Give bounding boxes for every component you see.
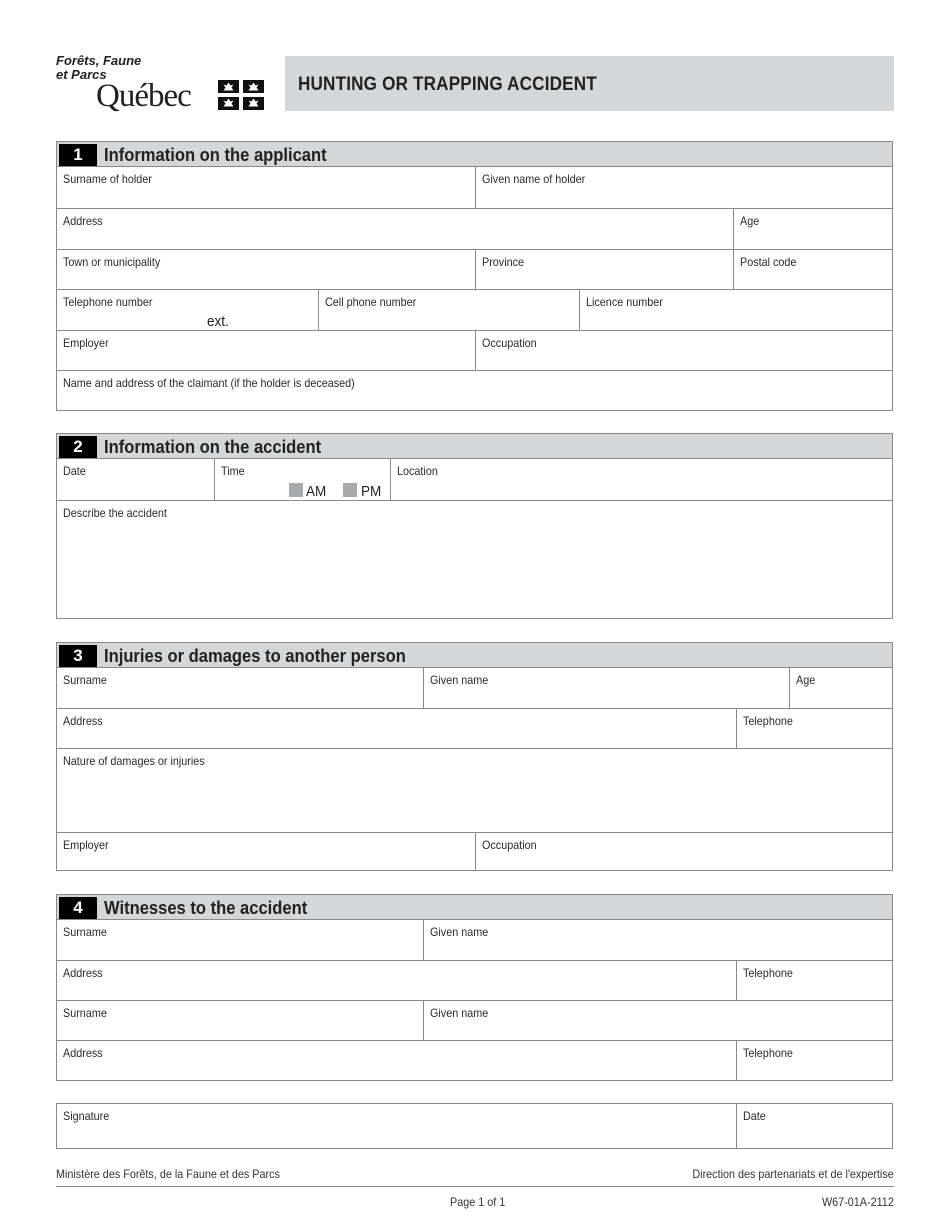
witness1-telephone-field[interactable] <box>736 960 893 1000</box>
section-title: Injuries or damages to another person <box>104 646 406 666</box>
field-label: Given name <box>430 925 489 939</box>
telephone-field[interactable] <box>57 289 318 330</box>
postal-code-field[interactable] <box>733 249 893 289</box>
section-header <box>57 434 892 459</box>
given-name-holder-field[interactable] <box>475 167 893 208</box>
province-field[interactable] <box>475 249 733 289</box>
witness2-address-field[interactable] <box>57 1040 736 1080</box>
section-injuries <box>56 642 893 871</box>
section-header <box>57 142 892 167</box>
section-number: 4 <box>59 897 97 919</box>
location-field[interactable] <box>390 459 893 500</box>
field-label: Address <box>63 714 103 728</box>
field-label: Signature <box>63 1109 110 1123</box>
nature-damages-field[interactable] <box>57 748 893 832</box>
accident-time-field[interactable] <box>214 459 390 500</box>
field-label: Date <box>743 1109 766 1123</box>
section-number: 1 <box>59 144 97 166</box>
section-title: Witnesses to the accident <box>104 898 308 918</box>
field-label: Given name <box>430 1006 489 1020</box>
field-label: Nature of damages or injuries <box>63 754 205 768</box>
section-title: Information on the accident <box>104 437 322 457</box>
quebec-wordmark: Québec <box>96 78 191 114</box>
section-witnesses <box>56 894 893 1081</box>
am-label: AM <box>306 483 327 500</box>
field-label: Surname <box>63 1006 107 1020</box>
pm-label: PM <box>361 483 382 500</box>
section-number: 3 <box>59 645 97 667</box>
injured-given-name-field[interactable] <box>423 668 789 708</box>
pm-checkbox[interactable] <box>343 483 357 497</box>
field-label: Town or municipality <box>63 255 161 269</box>
injured-address-field[interactable] <box>57 708 736 748</box>
describe-accident-field[interactable] <box>57 500 893 618</box>
field-label: Name and address of the claimant (if the holder is deceased) <box>63 376 355 390</box>
claimant-field[interactable] <box>57 370 893 410</box>
field-label: Telephone <box>743 1046 793 1060</box>
surname-holder-field[interactable] <box>57 167 475 208</box>
field-label: Telephone <box>743 714 793 728</box>
section-accident <box>56 433 893 619</box>
quebec-fleurdelise-icon <box>218 80 264 110</box>
field-label: Telephone number <box>63 295 153 309</box>
field-label: Address <box>63 966 103 980</box>
field-label: Occupation <box>482 336 537 350</box>
field-label: Province <box>482 255 525 269</box>
field-label: Date <box>63 464 86 478</box>
field-label: Telephone <box>743 966 793 980</box>
injured-telephone-field[interactable] <box>736 708 893 748</box>
witness1-address-field[interactable] <box>57 960 736 1000</box>
injured-occupation-field[interactable] <box>475 832 893 870</box>
cell-phone-field[interactable] <box>318 289 579 330</box>
signature-field[interactable] <box>57 1104 736 1148</box>
signature-date-field[interactable] <box>736 1104 893 1148</box>
am-checkbox[interactable] <box>289 483 303 497</box>
form-code: W67-01A-2112 <box>822 1195 894 1209</box>
field-label: Employer <box>63 336 109 350</box>
occupation-field[interactable] <box>475 330 893 370</box>
address-field[interactable] <box>57 208 733 249</box>
page-number: Page 1 of 1 <box>450 1195 506 1209</box>
field-label: Licence number <box>586 295 663 309</box>
field-label: Address <box>63 1046 103 1060</box>
witness1-surname-field[interactable] <box>57 920 423 960</box>
form-title: HUNTING OR TRAPPING ACCIDENT <box>298 74 597 95</box>
field-label: Surname <box>63 673 107 687</box>
field-label: Employer <box>63 838 109 852</box>
accident-date-field[interactable] <box>57 459 214 500</box>
witness2-telephone-field[interactable] <box>736 1040 893 1080</box>
field-label: Surname of holder <box>63 172 152 186</box>
field-label: Age <box>796 673 816 687</box>
section-title: Information on the applicant <box>104 145 327 165</box>
signature-block <box>56 1103 893 1149</box>
extension-label: ext. <box>207 313 229 330</box>
footer-direction: Direction des partenariats et de l'expertise <box>692 1167 894 1181</box>
licence-field[interactable] <box>579 289 893 330</box>
injured-surname-field[interactable] <box>57 668 423 708</box>
field-label: Occupation <box>482 838 537 852</box>
footer-ministry: Ministère des Forêts, de la Faune et des Parcs <box>56 1167 280 1181</box>
field-label: Postal code <box>740 255 797 269</box>
field-label: Surname <box>63 925 107 939</box>
field-label: Address <box>63 214 103 228</box>
field-label: Time <box>221 464 245 478</box>
witness2-surname-field[interactable] <box>57 1000 423 1040</box>
town-field[interactable] <box>57 249 475 289</box>
witness2-given-name-field[interactable] <box>423 1000 893 1040</box>
field-label: Given name <box>430 673 489 687</box>
field-label: Location <box>397 464 438 478</box>
section-number: 2 <box>59 436 97 458</box>
injured-age-field[interactable] <box>789 668 893 708</box>
field-label: Given name of holder <box>482 172 586 186</box>
section-header <box>57 643 892 668</box>
field-label: Age <box>740 214 760 228</box>
field-label: Describe the accident <box>63 506 167 520</box>
witness1-given-name-field[interactable] <box>423 920 893 960</box>
injured-employer-field[interactable] <box>57 832 475 870</box>
age-field[interactable] <box>733 208 893 249</box>
ministry-line-2: et Parcs <box>56 67 107 82</box>
ministry-line-1: Forêts, Faune <box>56 53 142 68</box>
section-header <box>57 895 892 920</box>
footer-divider <box>56 1186 894 1187</box>
field-label: Cell phone number <box>325 295 417 309</box>
employer-field[interactable] <box>57 330 475 370</box>
section-applicant <box>56 141 893 411</box>
